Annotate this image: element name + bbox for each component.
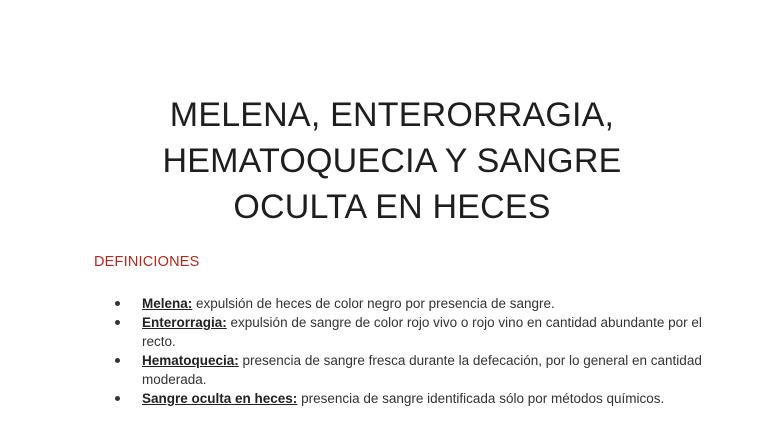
definition-term: Melena: xyxy=(142,296,193,311)
definition-text: expulsión de sangre de color rojo vivo o rojo vino en cantidad abundante por el recto. xyxy=(142,315,702,349)
document-title xyxy=(92,92,692,230)
definition-term: Enterorragia: xyxy=(142,315,227,330)
definition-text: expulsión de heces de color negro por presencia de sangre. xyxy=(192,296,555,311)
title-line-1: MELENA, ENTERORRAGIA, xyxy=(169,96,615,134)
section-heading-definiciones: DEFINICIONES xyxy=(94,254,200,270)
bullet-icon xyxy=(115,358,120,363)
definition-item-enterorragia xyxy=(112,313,712,351)
bullet-icon xyxy=(115,396,120,401)
bullet-icon xyxy=(115,301,120,306)
definition-text: presencia de sangre identificada sólo por métodos químicos. xyxy=(297,391,665,406)
title-line-3: OCULTA EN HECES xyxy=(233,188,551,226)
title-line-2: HEMATOQUECIA Y SANGRE xyxy=(162,142,622,180)
bullet-icon xyxy=(115,320,120,325)
definition-item-melena xyxy=(112,294,712,313)
definitions-list xyxy=(112,294,712,408)
definition-item-hematoquecia xyxy=(112,351,712,389)
definition-term: Sangre oculta en heces: xyxy=(142,391,298,406)
definition-item-sangre-oculta xyxy=(112,389,712,408)
definition-term: Hematoquecia: xyxy=(142,353,239,368)
definition-text: presencia de sangre fresca durante la defecación, por lo general en cantidad moderada. xyxy=(142,353,702,387)
